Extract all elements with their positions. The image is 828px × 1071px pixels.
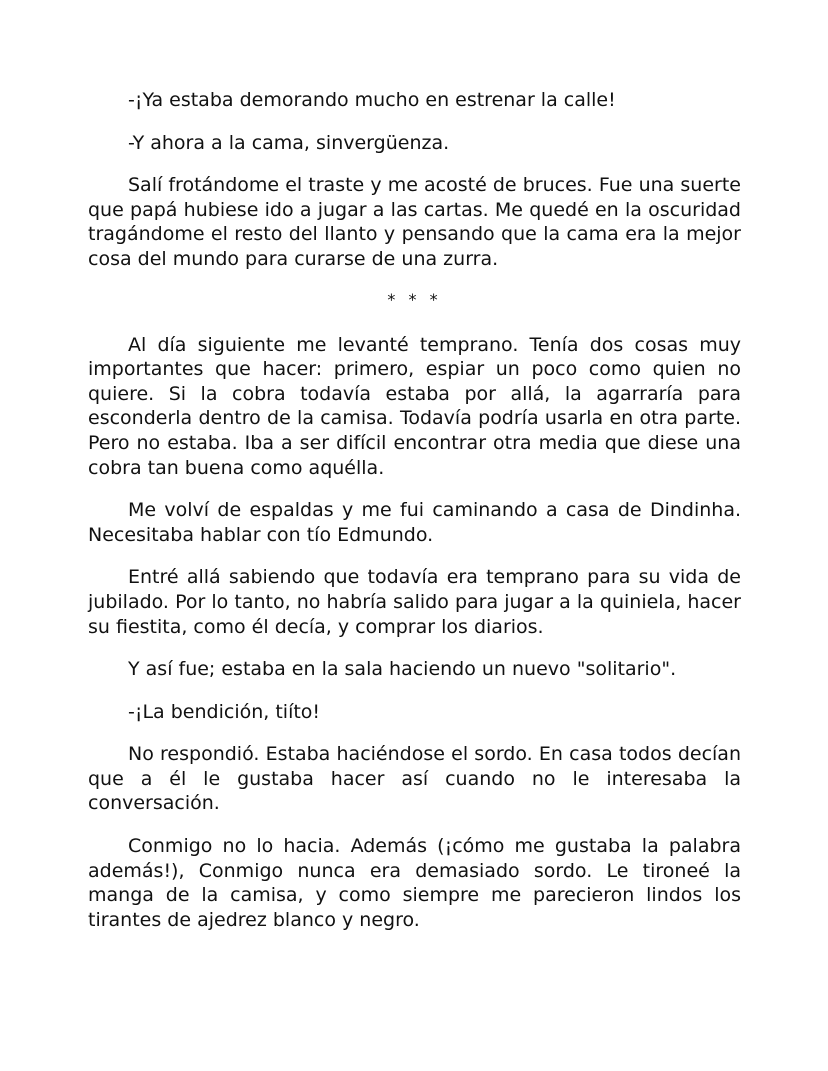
- document-page: [88, 88, 741, 950]
- paragraph: No respondió. Estaba haciéndose el sordo. En casa todos decían que a él le gustaba hacer así cuando no le interesaba la conversación.: [88, 743, 741, 815]
- paragraph: Entré allá sabiendo que todavía era temprano para su vida de jubilado. Por lo tanto, no habría salido para jugar a la quiniela, hacer su fiestita, como él decía, y comprar los diarios.: [88, 566, 741, 638]
- paragraph: -Y ahora a la cama, sinvergüenza.: [128, 131, 450, 154]
- paragraph: -¡La bendición, tiíto!: [128, 700, 321, 723]
- paragraph: Conmigo no lo hacia. Además (¡cómo me gustaba la palabra además!), Conmigo nunca era demasiado sordo. Le tironeé la manga de la camisa, y como siempre me parecieron lindos los tirantes de ajedrez blanco y negro.: [88, 835, 741, 931]
- paragraph: Salí frotándome el traste y me acosté de bruces. Fue una suerte que papá hubiese ido a jugar a las cartas. Me quedé en la oscuridad tragándome el resto del llanto y pensando que la cama era la mejor cosa del mundo para curarse de una zurra.: [88, 174, 741, 270]
- scene-separator: * * *: [387, 289, 442, 309]
- paragraph: Y así fue; estaba en la sala haciendo un nuevo "solitario".: [128, 658, 677, 681]
- paragraph: Me volví de espaldas y me fui caminando a casa de Dindinha. Necesitaba hablar con tío Edmundo.: [88, 499, 741, 546]
- paragraph: Al día siguiente me levanté temprano. Tenía dos cosas muy importantes que hacer: primero, espiar un poco como quien no quiere. Si la cobra todavía estaba por allá, la agarraría para esconderla dentro de la camisa. Todavía podría usarla en otra parte. Pero no estaba. Iba a ser difícil encontrar otra media que diese una cobra tan buena como aquélla.: [88, 333, 741, 479]
- paragraph: -¡Ya estaba demorando mucho en estrenar la calle!: [128, 89, 616, 111]
